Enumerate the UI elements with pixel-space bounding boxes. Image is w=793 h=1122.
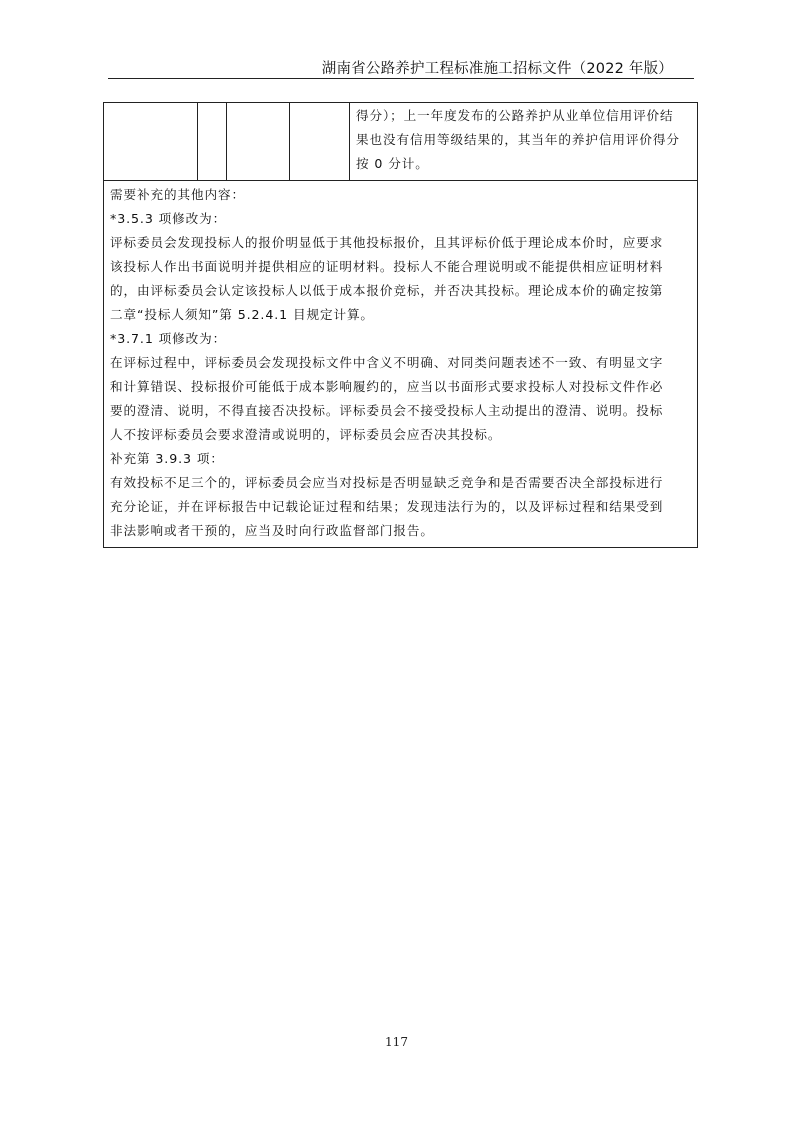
table-row-credit-score xyxy=(104,103,698,181)
table-row-supplement xyxy=(104,181,698,548)
clause-3-9-3-heading: 补充第 3.9.3 项： xyxy=(110,451,224,466)
header-divider xyxy=(108,78,694,79)
clause-3-5-3-text: 评标委员会发现投标人的报价明显低于其他投标报价，且其评标价低于理论成本价时，应要求 xyxy=(110,235,664,250)
clause-3-9-3-text: 非法影响或者干预的，应当及时向行政监督部门报告。 xyxy=(110,523,434,538)
supplement-content-cell xyxy=(104,181,698,548)
clause-3-9-3-text: 充分论证，并在评标报告中记载论证过程和结果；发现违法行为的，以及评标过程和结果受到 xyxy=(110,499,664,514)
table-cell-empty-2 xyxy=(198,103,227,181)
clause-3-7-1-text: 在评标过程中，评标委员会发现投标文件中含义不明确、对同类问题表述不一致、有明显文字 xyxy=(110,355,664,370)
clause-3-5-3-text: 二章“投标人须知”第 5.2.4.1 目规定计算。 xyxy=(110,307,374,322)
clause-3-5-3-text: 该投标人作出书面说明并提供相应的证明材料。投标人不能合理说明或不能提供相应证明材料 xyxy=(110,259,664,274)
clause-3-5-3-heading: *3.5.3 项修改为： xyxy=(110,211,227,226)
credit-note-line: 果也没有信用等级结果的，其当年的养护信用评价得分 xyxy=(356,132,680,147)
clause-3-7-1-text: 人不按评标委员会要求澄清或说明的，评标委员会应否决其投标。 xyxy=(110,427,502,442)
credit-note-line: 按 0 分计。 xyxy=(356,156,429,171)
clause-3-7-1-heading: *3.7.1 项修改为： xyxy=(110,331,227,346)
clause-3-7-1-text: 和计算错误、投标报价可能低于成本影响履约的，应当以书面形式要求投标人对投标文件作必 xyxy=(110,379,664,394)
clause-3-7-1-text: 要的澄清、说明，不得直接否决投标。评标委员会不接受投标人主动提出的澄清、说明。投标 xyxy=(110,403,664,418)
table-cell-empty-3 xyxy=(227,103,290,181)
clause-3-9-3-text: 有效投标不足三个的，评标委员会应当对投标是否明显缺乏竞争和是否需要否决全部投标进行 xyxy=(110,475,664,490)
evaluation-table xyxy=(103,102,698,548)
credit-score-note-cell xyxy=(350,103,698,181)
document-header-title: 湖南省公路养护工程标准施工招标文件（2022 年版） xyxy=(321,61,673,77)
credit-note-line: 得分）；上一年度发布的公路养护从业单位信用评价结 xyxy=(356,108,674,123)
page-number: 117 xyxy=(385,1035,408,1049)
table-cell-empty-4 xyxy=(290,103,350,181)
table-cell-empty-1 xyxy=(104,103,198,181)
supplement-heading: 需要补充的其他内容： xyxy=(110,187,245,202)
clause-3-5-3-text: 的，由评标委员会认定该投标人以低于成本报价竞标，并否决其投标。理论成本价的确定按第 xyxy=(110,283,664,298)
